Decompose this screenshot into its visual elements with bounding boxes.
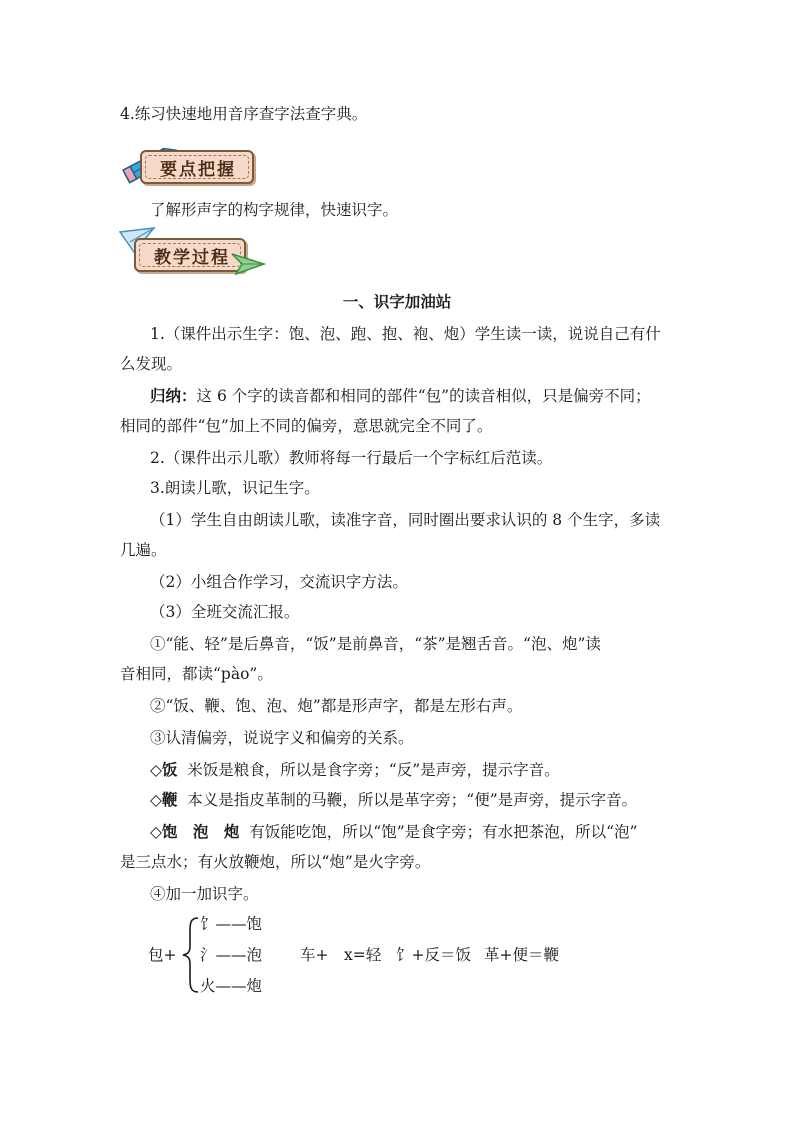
para-1-line-2: 么发现。 bbox=[120, 355, 183, 373]
combo-qing: ⅹ=轻 bbox=[344, 946, 382, 964]
para-3: 3.朗读儿歌，识记生字。 bbox=[150, 479, 320, 497]
combo-fan: 饣+反＝饭 bbox=[396, 946, 471, 964]
key-points-text: 了解形声字的构字规律，快速识字。 bbox=[150, 201, 399, 219]
detail-bao-body: 有饭能吃饱，所以“饱”是食字旁；有水把茶泡，所以“泡” bbox=[249, 823, 638, 841]
detail-bao-head: ◇饱 泡 炮 bbox=[150, 822, 240, 841]
summary-line-2: 相同的部件“包”加上不同的偏旁，意思就完全不同了。 bbox=[120, 417, 493, 435]
circle-1-line-2: 音相同，都读“pào”。 bbox=[120, 665, 273, 683]
section-title: 一、识字加油站 bbox=[342, 292, 452, 311]
para-1-line-1: 1.（课件出示生字：饱、泡、跑、抱、袍、炮）学生读一读，说说自己有什 bbox=[150, 325, 661, 343]
leaf-plane-icon bbox=[230, 250, 266, 278]
circle-2: ②“饭、鞭、饱、泡、炮”都是形声字，都是左形右声。 bbox=[150, 697, 523, 715]
detail-bao bbox=[150, 822, 637, 842]
detail-bian-body: 本义是指皮革制的马鞭，所以是革字旁；“便”是声旁，提示字音。 bbox=[187, 791, 638, 809]
sub-1-line-2: 几遍。 bbox=[120, 541, 167, 559]
combo-branch-3: 火——炮 bbox=[200, 977, 263, 995]
circle-3: ③认清偏旁，说说字义和偏旁的关系。 bbox=[150, 729, 414, 747]
summary-text: 这 6 个字的读音都和相同的部件“包”的读音相似，只是偏旁不同； bbox=[196, 387, 651, 405]
detail-fan bbox=[150, 760, 560, 780]
combo-bian: 革+便＝鞭 bbox=[484, 946, 559, 964]
sub-3: （3）全班交流汇报。 bbox=[150, 603, 300, 621]
objective-4: 4.练习快速地用音序查字法查字典。 bbox=[120, 105, 368, 123]
combo-branch-2: 氵——泡 bbox=[200, 946, 263, 964]
summary-label: 归纳： bbox=[150, 386, 197, 405]
sub-2: （2）小组合作学习，交流识字方法。 bbox=[150, 573, 408, 591]
teaching-process-badge bbox=[118, 226, 268, 278]
key-points-label: 要点把握 bbox=[160, 160, 236, 180]
detail-bian-head: ◇鞭 bbox=[150, 790, 178, 809]
combo-car: 车+ bbox=[300, 946, 329, 964]
sub-1-line-1: （1）学生自由朗读儿歌，读准字音，同时圈出要求认识的 8 个生字，多读 bbox=[150, 511, 661, 529]
circle-1-line-1: ①“能、轻”是后鼻音，“饭”是前鼻音，“茶”是翘舌音。“泡、炮”读 bbox=[150, 635, 601, 653]
detail-fan-head: ◇饭 bbox=[150, 760, 178, 779]
detail-bian bbox=[150, 790, 637, 810]
combo-base: 包+ bbox=[148, 946, 177, 964]
teaching-process-label: 教学过程 bbox=[154, 248, 230, 268]
detail-fan-body: 米饭是粮食，所以是食字旁；“反”是声旁，提示字音。 bbox=[187, 761, 560, 779]
curly-brace-icon bbox=[180, 916, 202, 994]
combo-branch-1: 饣——饱 bbox=[200, 915, 263, 933]
detail-bao-line-2: 是三点水；有火放鞭炮，所以“炮”是火字旁。 bbox=[120, 853, 431, 871]
para-2: 2.（课件出示儿歌）教师将每一行最后一个字标红后范读。 bbox=[150, 449, 553, 467]
circle-4: ④加一加识字。 bbox=[150, 885, 259, 903]
summary-line-1 bbox=[150, 386, 651, 406]
key-points-badge bbox=[118, 140, 258, 188]
